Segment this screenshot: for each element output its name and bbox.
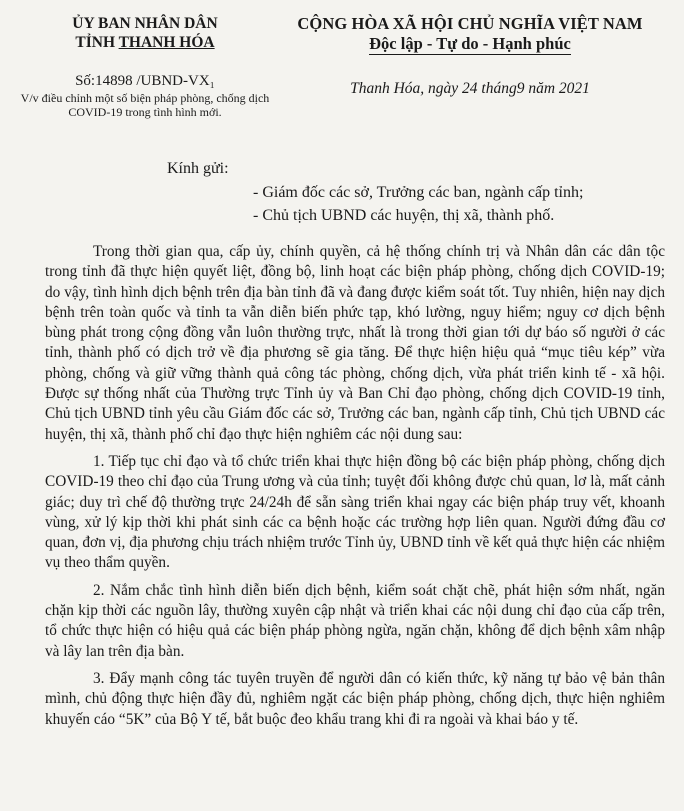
place-and-date: Thanh Hóa, ngày 24 tháng9 năm 2021 (350, 80, 590, 97)
greeting: Kính gửi: (167, 160, 229, 177)
national-header (268, 14, 672, 98)
body-paragraph: 3. Đẩy mạnh công tác tuyên truyền để người dân có kiến thức, kỹ năng tự bảo vệ bản thân mình, chủ động thực hiện đầy đủ, nghiêm ngặt các biện pháp phòng, chống dịch, thực hiện nghiêm khuyến cáo “5K” của Bộ Y tế, bắt buộc đeo khẩu trang khi đi ra ngoài và khai báo y tế. (45, 669, 665, 728)
issuer-block (20, 14, 270, 119)
issuer-province (20, 33, 270, 52)
issuer-province-prefix: TỈNH (75, 34, 119, 51)
issuer-province-name: THANH HÓA (118, 34, 215, 51)
body-paragraph: Trong thời gian qua, cấp ủy, chính quyền, cả hệ thống chính trị và Nhân dân các dân tộc trong tỉnh đã thực hiện quyết liệt, đồng bộ, linh hoạt các biện pháp phòng, chống dịch COVID-19; do vậy, tình hình dịch bệnh trên địa bàn tỉnh đã và đang được kiểm soát tốt. Tuy nhiên, hiện nay dịch bệnh trên toàn quốc và tỉnh ta vẫn diễn biến phức tạp, khó lường, nguy hiểm; nguy cơ dịch bệnh bùng phát trong cộng đồng vẫn luôn thường trực, nhất là trong thời gian tới dự báo số người ở các tỉnh, thành phố có dịch trở về địa phương sẽ gia tăng. Để thực hiện hiệu quả “mục tiêu kép” vừa phòng, chống và giữ vững thành quả công tác phòng, chống dịch, vừa phát triển kinh tế - xã hội. Được sự thống nhất của Thường trực Tỉnh ủy và Ban Chỉ đạo phòng, chống dịch COVID-19 tỉnh, Chủ tịch UBND tỉnh yêu cầu Giám đốc các sở, Trưởng các ban, ngành cấp tỉnh, Chủ tịch UBND các huyện, thị xã, thành phố chỉ đạo thực hiện nghiêm các nội dung sau: (45, 243, 665, 443)
national-motto: Độc lập - Tự do - Hạnh phúc (369, 34, 571, 53)
document-subject: V/v điều chỉnh một số biện pháp phòng, chống dịch COVID-19 trong tình hình mới. (20, 91, 270, 119)
recipient-line: - Giám đốc các sở, Trưởng các ban, ngành cấp tỉnh; (253, 184, 584, 201)
body-paragraph: 2. Nắm chắc tình hình diễn biến dịch bệnh, kiểm soát chặt chẽ, phát hiện sớm nhất, ngăn chặn kịp thời các nguồn lây, thường xuyên cập nhật và triển khai các nội dung chỉ đạo của cấp trên, tổ chức thực hiện có hiệu quả các biện pháp phòng ngừa, ngăn chặn, không để dịch bệnh xâm nhập và lây lan trên địa bàn. (45, 581, 665, 660)
document-number: Số:14898 /UBND-VX₁ (75, 73, 215, 89)
issuer-name: ỦY BAN NHÂN DÂN (72, 15, 218, 32)
recipient-line: - Chủ tịch UBND các huyện, thị xã, thành phố. (253, 207, 555, 224)
document-body (45, 242, 665, 737)
body-paragraph: 1. Tiếp tục chỉ đạo và tổ chức triển khai thực hiện đồng bộ các biện pháp phòng, chống dịch COVID-19 theo chỉ đạo của Trung ương và của tỉnh; tuyệt đối không được chủ quan, lơ là, mất cảnh giác; duy trì chế độ thường trực 24/24h để sẵn sàng triển khai ngay các biện pháp truy vết, khoanh vùng, xử lý kịp thời khi phát sinh các ca bệnh hoặc các trường hợp liên quan. Người đứng đầu cơ quan, đơn vị, địa phương chịu trách nhiệm trước Tỉnh ủy, UBND tỉnh về kết quả thực hiện các nhiệm vụ theo thẩm quyền. (45, 452, 665, 572)
national-title: CỘNG HÒA XÃ HỘI CHỦ NGHĨA VIỆT NAM (297, 14, 643, 33)
